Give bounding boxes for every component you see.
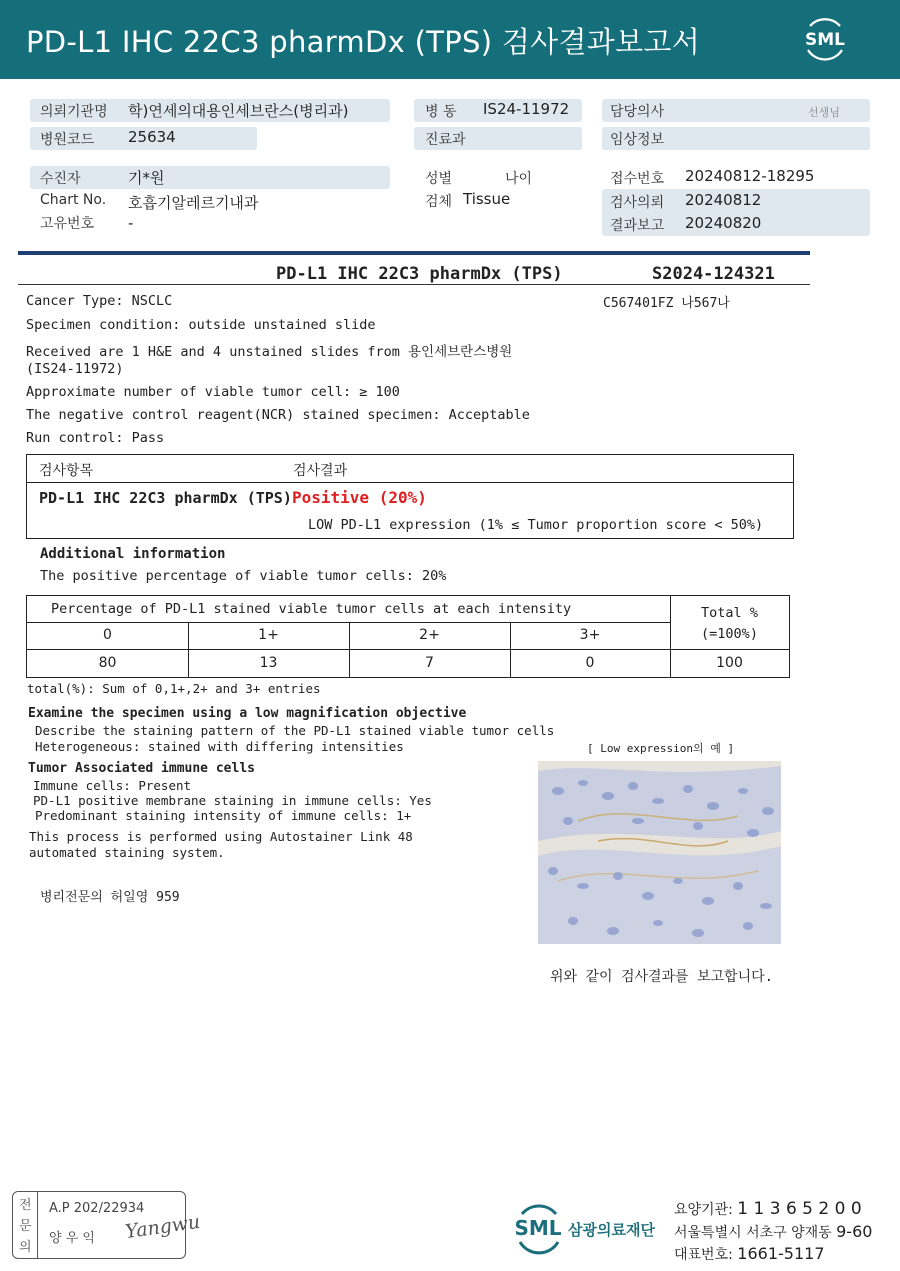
receipt-label: 접수번호: [610, 171, 665, 187]
divider-top: [18, 251, 810, 255]
line-ncr: The negative control reagent(NCR) stained specimen: Acceptable: [26, 407, 530, 423]
chart-value: 호흡기알레르기내과: [128, 194, 259, 212]
address-line: [674, 1222, 872, 1242]
total-note: total(%): Sum of 0,1+,2+ and 3+ entries: [27, 681, 321, 696]
doctor-suffix: 선생님: [808, 106, 840, 119]
request-label: 검사의뢰: [610, 195, 665, 211]
result-expression: LOW PD-L1 expression (1% ≤ Tumor proportion score < 50%): [308, 517, 764, 533]
chart-label: Chart No.: [40, 192, 107, 208]
age-label: 나이: [505, 171, 533, 187]
phone-label: 대표번호:: [674, 1247, 733, 1263]
report-code: C567401FZ 나567나: [603, 296, 730, 311]
receipt-value: 20240812-18295: [685, 167, 815, 185]
result-col-result-header: 검사결과: [293, 463, 348, 479]
process-line-1: This process is performed using Autostainer Link 48: [29, 829, 413, 844]
additional-text: The positive percentage of viable tumor cells: 20%: [40, 568, 447, 584]
stamp-name: 양 우 익: [49, 1231, 95, 1246]
pathologist-stamp: [12, 1191, 202, 1259]
address-prefix: 서울특별시 서초구 양재동: [674, 1225, 832, 1241]
footer-sml-logo-icon: [510, 1200, 566, 1256]
stamp-side-3: 의: [19, 1240, 32, 1255]
unique-value: -: [128, 214, 134, 232]
report-date-value: 20240820: [685, 214, 762, 232]
line-received-id: (IS24-11972): [26, 361, 124, 377]
intensity-val-2: 7: [425, 655, 434, 671]
stamp-side-1: 전: [19, 1198, 32, 1213]
doctor-label: 담당의사: [610, 104, 665, 120]
divider-thin: [18, 284, 810, 285]
institution-label: 의뢰기관명: [40, 104, 108, 120]
patient-label: 수진자: [40, 171, 81, 187]
unique-label: 고유번호: [40, 216, 95, 232]
sex-label: 성별: [425, 171, 453, 187]
hospital-code-label: 병원코드: [40, 132, 95, 148]
department-label: 진료과: [425, 132, 466, 148]
closing-statement: 위와 같이 검사결과를 보고합니다.: [550, 969, 774, 985]
line-cancer-type: Cancer Type: NSCLC: [26, 293, 173, 309]
report-date-label: 결과보고: [610, 218, 665, 234]
ward-value: IS24-11972: [483, 100, 570, 118]
process-line-2: automated staining system.: [29, 845, 225, 860]
hospital-code-value: 25634: [128, 128, 176, 146]
sml-logo-text: SML: [805, 30, 845, 50]
phone-line: [674, 1244, 825, 1264]
request-value: 20240812: [685, 191, 762, 209]
examine-line-1: Describe the staining pattern of the PD-L1 stained viable tumor cells: [35, 723, 555, 738]
report-test-title: PD-L1 IHC 22C3 pharmDx (TPS): [276, 264, 563, 284]
address-number: 9-60: [836, 1222, 873, 1241]
intensity-val-0: 80: [98, 655, 117, 671]
examine-title: Examine the specimen using a low magnification objective: [28, 706, 467, 721]
phone-number: 1661-5117: [737, 1244, 825, 1263]
intensity-col-0: 0: [103, 627, 112, 643]
result-col-item-header: 검사항목: [39, 463, 94, 479]
intensity-total: 100: [716, 655, 743, 671]
footer-logo-text: SML: [514, 1216, 562, 1240]
result-table: [26, 454, 794, 539]
org-name: 삼광의료재단: [568, 1221, 655, 1239]
institution-code-label: 요양기관:: [674, 1202, 733, 1218]
intensity-total-header-2: (=100%): [701, 626, 758, 642]
intensity-table: [26, 595, 790, 678]
intensity-header: Percentage of PD-L1 stained viable tumor cells at each intensity: [51, 601, 572, 617]
institution-code: 1 1 3 6 5 2 0 0: [737, 1199, 862, 1219]
pathologist: 병리전문의 허일영 959: [40, 890, 180, 905]
intensity-col-2: 2+: [419, 627, 440, 643]
intensity-val-3: 0: [585, 655, 595, 671]
institution-code-line: [674, 1199, 862, 1219]
specimen-value: Tissue: [463, 190, 511, 208]
specimen-label: 검체: [425, 194, 453, 210]
result-positive: Positive (20%): [292, 488, 427, 507]
patient-row: [30, 166, 390, 189]
intensity-total-header: Total %: [701, 605, 758, 621]
line-viable-tumor: Approximate number of viable tumor cell: ≥ 100: [26, 384, 400, 400]
sml-logo-icon: [800, 12, 850, 64]
intensity-col-3: 3+: [579, 627, 601, 643]
image-caption: [ Low expression의 예 ]: [587, 742, 735, 755]
patient-value: 기*원: [128, 169, 165, 187]
result-item: PD-L1 IHC 22C3 pharmDx (TPS): [39, 489, 292, 507]
tissue-sample-image: [538, 761, 781, 944]
line-received: Received are 1 H&E and 4 unstained slides from 용인세브란스병원: [26, 344, 513, 360]
intensity-col-1: 1+: [258, 627, 279, 643]
clinical-label: 임상정보: [610, 132, 665, 148]
ward-label: 병 동: [425, 104, 457, 120]
report-title: PD-L1 IHC 22C3 pharmDx (TPS) 검사결과보고서: [26, 25, 701, 59]
tumor-line-3: Predominant staining intensity of immune cells: 1+: [35, 808, 412, 823]
stamp-side-2: 문: [19, 1219, 32, 1234]
examine-line-2: Heterogeneous: stained with differing intensities: [35, 739, 404, 754]
line-specimen-condition: Specimen condition: outside unstained slide: [26, 317, 376, 333]
tumor-line-2: PD-L1 positive membrane staining in immune cells: Yes: [33, 793, 432, 808]
signature: Yangwu: [123, 1210, 202, 1244]
tumor-title: Tumor Associated immune cells: [28, 761, 255, 776]
line-run-control: Run control: Pass: [26, 430, 165, 446]
result-table-divider: [27, 482, 793, 483]
report-number: S2024-124321: [652, 264, 775, 284]
tumor-line-1: Immune cells: Present: [33, 778, 192, 793]
intensity-val-1: 13: [259, 655, 278, 671]
additional-title: Additional information: [40, 546, 226, 562]
stamp-ap: A.P 202/22934: [49, 1201, 145, 1216]
institution-value: 학)연세의대용인세브란스(병리과): [128, 102, 349, 120]
